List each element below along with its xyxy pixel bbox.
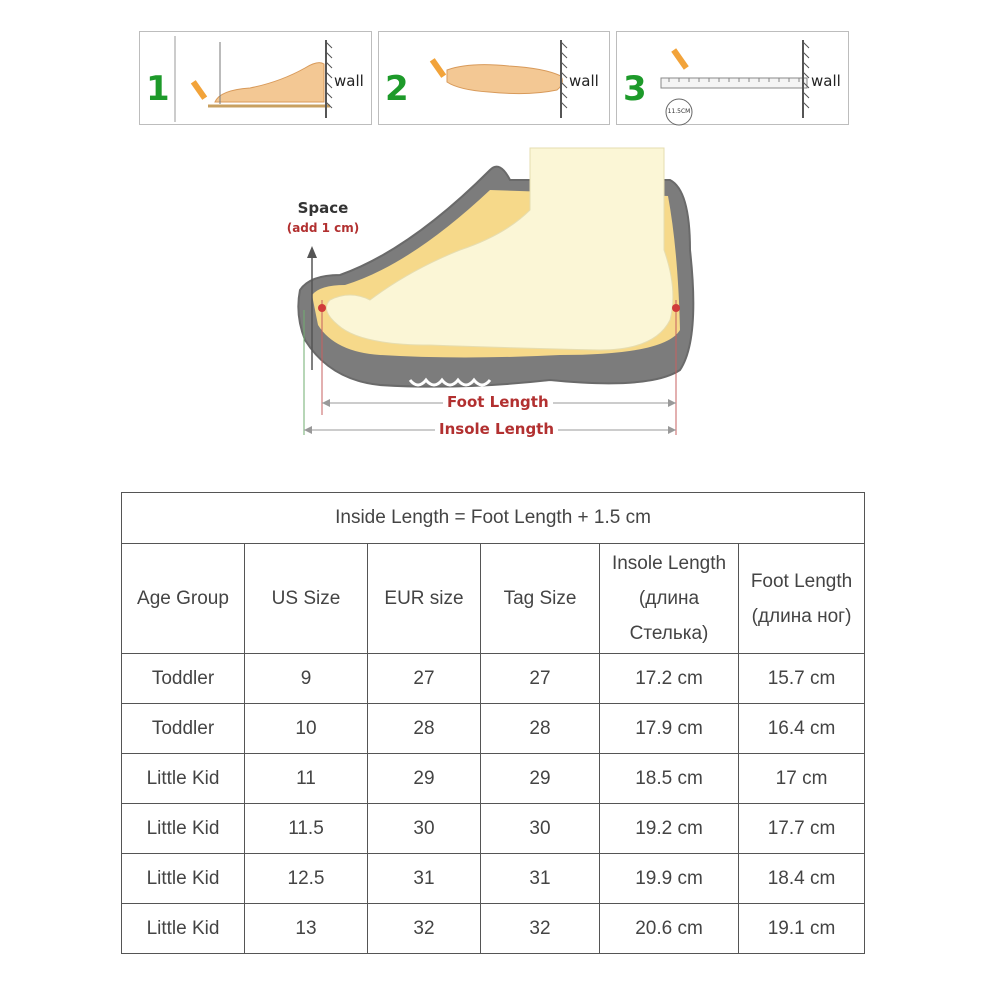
table-header-cell	[122, 544, 245, 654]
table-row	[122, 854, 865, 904]
table-cell: 17.7 cm	[739, 804, 865, 854]
header-line: Age Group	[137, 588, 229, 609]
header-line: Foot Length	[750, 570, 853, 592]
table-cell: 30	[481, 804, 600, 854]
table-caption-row	[122, 493, 865, 544]
table-cell: 18.4 cm	[739, 854, 865, 904]
measure-readout: 11.5CM	[667, 108, 691, 115]
header-line: Стелька)	[629, 623, 709, 644]
table-row	[122, 804, 865, 854]
table-cell: 19.2 cm	[600, 804, 739, 854]
space-sub-label: (add 1 cm)	[286, 221, 360, 235]
step-number-1: 1	[146, 69, 170, 109]
step-number-2: 2	[385, 69, 409, 109]
table-cell: 18.5 cm	[600, 754, 739, 804]
table-cell: 31	[368, 854, 481, 904]
table-cell: 27	[481, 654, 600, 704]
table-cell: 15.7 cm	[739, 654, 865, 704]
table-cell: 32	[481, 904, 600, 954]
table-cell: 29	[481, 754, 600, 804]
table-caption: Inside Length = Foot Length + 1.5 cm	[122, 493, 865, 544]
header-line: US Size	[271, 588, 341, 609]
table-body	[122, 654, 865, 954]
table-cell: 17 cm	[739, 754, 865, 804]
table-cell: 11	[245, 754, 368, 804]
table-cell: 29	[368, 754, 481, 804]
table-cell: 11.5	[245, 804, 368, 854]
table-header-cell	[600, 544, 739, 654]
insole-length-label: Insole Length	[435, 420, 558, 438]
step-panel-3	[616, 31, 849, 125]
table-cell: 30	[368, 804, 481, 854]
table-cell: Little Kid	[122, 904, 245, 954]
foot-length-label: Foot Length	[443, 393, 553, 411]
header-line: Insole Length	[611, 553, 727, 574]
table-cell: 27	[368, 654, 481, 704]
table-row	[122, 654, 865, 704]
table-cell: Toddler	[122, 704, 245, 754]
table-row	[122, 754, 865, 804]
table-cell: 19.1 cm	[739, 904, 865, 954]
table-cell: 28	[368, 704, 481, 754]
shoe-diagram	[260, 140, 730, 450]
step-number-3: 3	[623, 69, 647, 109]
measurement-steps	[139, 31, 851, 127]
step-panel-2	[378, 31, 610, 125]
table-header-cell	[739, 544, 865, 654]
table-cell: 13	[245, 904, 368, 954]
wall-label-1: wall	[334, 72, 364, 90]
wall-label-3: wall	[811, 72, 841, 90]
table-cell: 17.9 cm	[600, 704, 739, 754]
header-line: (длина	[638, 588, 700, 609]
table-cell: 19.9 cm	[600, 854, 739, 904]
table-cell: 28	[481, 704, 600, 754]
table-header-row	[122, 544, 865, 654]
table-cell: Toddler	[122, 654, 245, 704]
wall-label-2: wall	[569, 72, 599, 90]
table-row	[122, 704, 865, 754]
table-cell: 12.5	[245, 854, 368, 904]
table-cell: 10	[245, 704, 368, 754]
table-cell: 9	[245, 654, 368, 704]
table-cell: 17.2 cm	[600, 654, 739, 704]
header-line: (длина ног)	[751, 605, 852, 627]
table-header-cell	[245, 544, 368, 654]
table-cell: Little Kid	[122, 754, 245, 804]
table-row	[122, 904, 865, 954]
table-cell: 20.6 cm	[600, 904, 739, 954]
size-chart-table	[121, 492, 865, 954]
step-panel-1	[139, 31, 372, 125]
table-cell: Little Kid	[122, 804, 245, 854]
header-line: Tag Size	[503, 588, 577, 609]
table-cell: 31	[481, 854, 600, 904]
space-label: Space	[297, 199, 349, 217]
table-cell: 16.4 cm	[739, 704, 865, 754]
table-cell: 32	[368, 904, 481, 954]
table-cell: Little Kid	[122, 854, 245, 904]
table-header-cell	[481, 544, 600, 654]
header-line: EUR size	[384, 588, 464, 609]
table-header-cell	[368, 544, 481, 654]
